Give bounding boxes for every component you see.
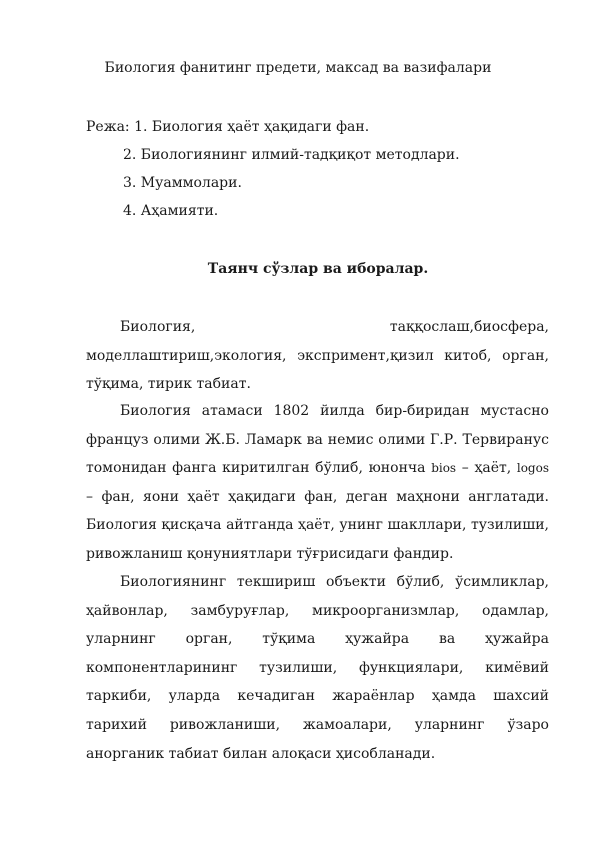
plan-item	[86, 201, 460, 229]
plan-list	[86, 117, 460, 229]
paragraph-text: Биология атамаси 1802 йилда бир-биридан мустасно француз олими Ж.Б. Ламарк ва немис олими Г.Р. Тервиранус томонидан фанга киритилган бўлиб, юнонча	[86, 403, 549, 477]
plan-item	[86, 173, 460, 201]
plan-item-text: 4. Аҳамияти.	[123, 203, 219, 219]
plan-item	[86, 117, 460, 145]
term-logos: logos	[516, 461, 549, 476]
plan-item-text: 3. Муаммолари.	[123, 175, 242, 191]
plan-label: Режа:	[86, 119, 130, 135]
paragraph-text: – ҳаёт,	[456, 460, 517, 477]
plan-item-text: 1. Биология ҳаёт ҳақидаги фан.	[134, 119, 370, 135]
body-paragraph: Биологиянинг текшириш объекти бўлиб, ўсимликлар, ҳайвонлар, замбуруғлар, микроорганизмлар, одамлар, уларнинг орган, тўқима ҳужайра ва ҳужайра компонентларининг тузилиши, функциялари, кимёвий таркиби, уларда кечадиган жараёнлар ҳамда шахсий тарихий ривожланиши, жамоалари, уларнинг ўзаро анорганик табиат билан алоқаси ҳисобланади.	[86, 574, 549, 762]
plan-item	[86, 145, 460, 173]
keywords-paragraph: Биология, таққослаш,биосфера, моделлаштириш,экология, экспримент,қизил китоб, орган, тўқима, тирик табиат.	[86, 319, 549, 393]
plan-item-text: 2. Биологиянинг илмий-тадқиқот методлари.	[123, 147, 460, 163]
page-title: Биология фанитинг предети, максад ва вазифалари	[104, 60, 492, 76]
keywords-heading: Таянч сўзлар ва иборалар.	[207, 261, 429, 277]
paragraph-text: – фан, яони ҳаёт ҳақидаги фан, деган маҳнони англатади. Биология қисқача айтганда ҳаёт, унинг шакллари, тузилиши, ривожланиш қонуниятлари тўғрисидаги фандир.	[86, 488, 549, 562]
body-paragraph	[86, 397, 549, 569]
term-bios: bios	[431, 461, 457, 476]
